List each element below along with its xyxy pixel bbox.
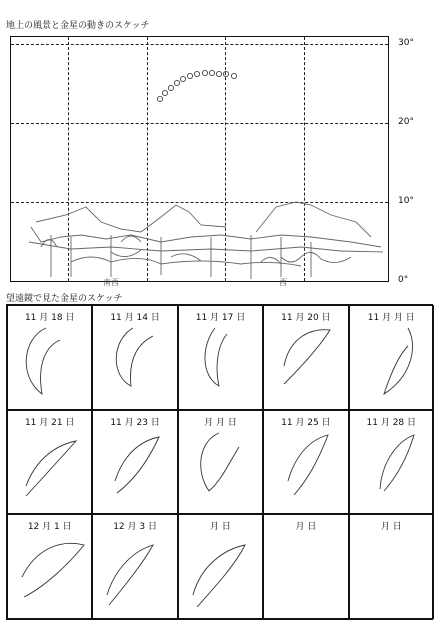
sketch-cell-14: [263, 514, 348, 619]
venus-phase-sketch: [179, 515, 264, 620]
sketch-cell-9: [263, 410, 348, 515]
sketch-date-label: 月 日: [210, 522, 231, 533]
venus-phase-sketch: [264, 306, 349, 411]
landscape-pencil-drawing: [11, 37, 390, 283]
sketch-date-label: 11 月 23 日: [110, 417, 160, 428]
venus-phase-sketch: [93, 411, 178, 516]
sketch-cell-7: [92, 410, 177, 515]
venus-phase-sketch: [8, 515, 93, 620]
venus-crescent-outline: [26, 328, 60, 394]
sketch-cell-6: [7, 410, 92, 515]
venus-crescent-outline: [284, 330, 330, 384]
sketch-cell-11: [7, 514, 92, 619]
venus-phase-sketch: [350, 411, 435, 516]
telescope-sketch-grid: [6, 304, 433, 620]
venus-crescent-outline: [193, 545, 245, 607]
altitude-label-30: 30°: [398, 38, 414, 48]
venus-phase-sketch: [8, 306, 93, 411]
sketch-date-label: 11 月 28 日: [366, 417, 417, 428]
venus-phase-sketch: [93, 515, 178, 620]
landscape-sketch-title: 地上の風景と金星の動きのスケッチ: [6, 21, 150, 31]
venus-crescent-outline: [115, 437, 159, 493]
venus-crescent-outline: [201, 433, 239, 491]
venus-phase-sketch: [179, 306, 264, 411]
sketch-date-label: 12 月 3 日: [113, 522, 157, 533]
sketch-cell-2: [92, 305, 177, 410]
sketch-date-label: 月 日: [380, 522, 402, 533]
sketch-cell-13: [178, 514, 263, 619]
venus-phase-sketch: [93, 306, 178, 411]
sketch-date-label: 11 月 17 日: [195, 313, 246, 323]
landscape-note-west: 西: [279, 278, 287, 287]
venus-phase-sketch: [350, 306, 435, 411]
sketch-cell-8: [178, 410, 263, 515]
venus-crescent-outline: [22, 544, 84, 598]
sketch-cell-10: [349, 410, 434, 515]
altitude-label-0: 0°: [398, 275, 409, 285]
sketch-date-label: 月 日: [295, 522, 317, 533]
sketch-date-label: 11 月 20 日: [281, 313, 331, 323]
venus-crescent-outline: [117, 328, 154, 386]
venus-crescent-outline: [380, 435, 414, 491]
sketch-cell-12: [92, 514, 177, 619]
venus-phase-sketch: [264, 411, 349, 516]
sketch-cell-1: [7, 305, 92, 410]
sketch-date-label: 11 月 14 日: [110, 313, 160, 323]
landscape-sketch-frame: [10, 36, 389, 287]
venus-crescent-outline: [107, 545, 153, 605]
sketch-date-label: 11 月 18 日: [24, 313, 75, 323]
telescope-sketch-title: 望遠鏡で見た金星のスケッチ: [6, 294, 123, 304]
landscape-note-southwest: 南西: [103, 278, 119, 287]
sketch-cell-15: [349, 514, 434, 619]
sketch-date-label: 11 月 月 日: [367, 313, 415, 323]
venus-crescent-outline: [205, 328, 227, 386]
venus-crescent-outline: [26, 441, 76, 496]
sketch-cell-3: [178, 305, 263, 410]
altitude-label-10: 10°: [398, 196, 414, 206]
sketch-date-label: 12 月 1 日: [27, 522, 72, 533]
sketch-date-label: 月 月 日: [204, 417, 237, 428]
venus-phase-sketch: [8, 411, 93, 516]
venus-crescent-outline: [384, 328, 413, 394]
venus-phase-sketch: [179, 411, 264, 516]
sketch-date-label: 11 月 25 日: [281, 417, 331, 428]
sketch-cell-5: [349, 305, 434, 410]
sketch-date-label: 11 月 21 日: [24, 417, 75, 428]
venus-crescent-outline: [288, 435, 328, 495]
altitude-label-20: 20°: [398, 117, 414, 127]
sketch-cell-4: [263, 305, 348, 410]
